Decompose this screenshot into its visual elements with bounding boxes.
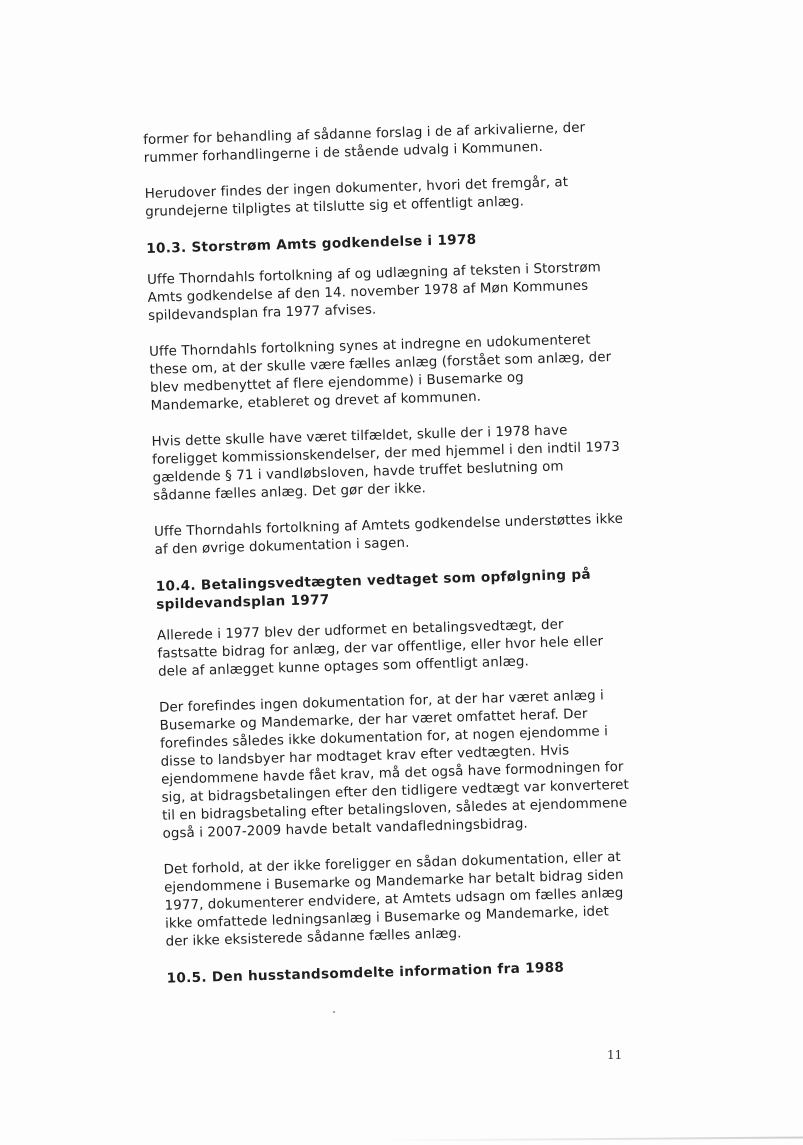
paragraph: Herudover findes der ingen dokumenter, hvori det fremgår, at grundejerne tilpligtes at tilslutte sig et offentligt anlæg. [144, 175, 569, 220]
scan-speck [333, 1011, 335, 1013]
section-heading-10-4: 10.4. Betalingsvedtægten vedtaget som opfølgning på spildevandsplan 1977 [155, 566, 592, 613]
page-body [143, 119, 637, 1002]
paragraph: Hvis dette skulle have været tilfældet, skulle der i 1978 have foreligget kommissionskendelser, der med hjemmel i den indtil 1973 gældende § 71 i vandløbsloven, havde truffet beslutning om sådanne fælles anlæg. Det gør der ikke. [151, 423, 621, 504]
paragraph: Det forhold, at der ikke foreligger en sådan dokumentation, eller at ejendommene i Busemarke og Mandemarke har betalt bidrag siden 1977, dokumenterer endvidere, at Amtets udsagn om fælles anlæg ikke omfattede ledningsanlæg i Busemarke og Mandemarke, idet der ikke eksisterede sådanne fælles anlæg. [163, 849, 624, 950]
page-number: 11 [607, 1048, 623, 1062]
paragraph: Allerede i 1977 blev der udformet en betalingsvedtægt, der fastsatte bidrag for anlæg, der var offentlige, eller hvor hele eller dele af anlægget kunne optages som offentligt anlæg. [156, 617, 604, 680]
paragraph: Uffe Thorndahls fortolkning af Amtets godkendelse understøttes ikke af den øvrige dokumentation i sagen. [153, 511, 624, 558]
paragraph: Uffe Thorndahls fortolkning af og udlægning af teksten i Storstrøm Amts godkendelse af den 14. november 1978 af Møn Kommunes spildevandsplan fra 1977 afvises. [146, 260, 602, 324]
section-heading-10-3: 10.3. Storstrøm Amts godkendelse i 1978 [146, 231, 477, 257]
paragraph: Uffe Thorndahls fortolkning synes at indregne en udokumenteret these om, at der skulle være fælles anlæg (forstået som anlæg, der blev medbenyttet af flere ejendomme) i Busemarke og Mandemarke, etableret og drevet af kommunen. [148, 332, 612, 414]
paragraph: Der forefindes ingen dokumentation for, at der har været anlæg i Busemarke og Mandemarke, der har været omfattet heraf. Der forefindes således ikke dokumentation for, at nogen ejendomme i disse to landsbyer har modtaget krav efter vedtægten. Hvis ejendommene havde fået krav, må det også have formodningen for sig, at bidragsbetalingen efter den tidligere vedtægt var konverteret til en bidragsbetaling efter betalingsloven, således at ejendommene også i 2007-2009 havde betalt vandafledningsbidrag. [158, 688, 630, 842]
section-heading-10-5: 10.5. Den husstandsomdelte information fra 1988 [166, 959, 565, 987]
paragraph: former for behandling af sådanne forslag i de af arkivalierne, der rummer forhandlingerne i de stående udvalg i Kommunen. [143, 120, 586, 166]
scan-edge-shadow [380, 1137, 803, 1142]
